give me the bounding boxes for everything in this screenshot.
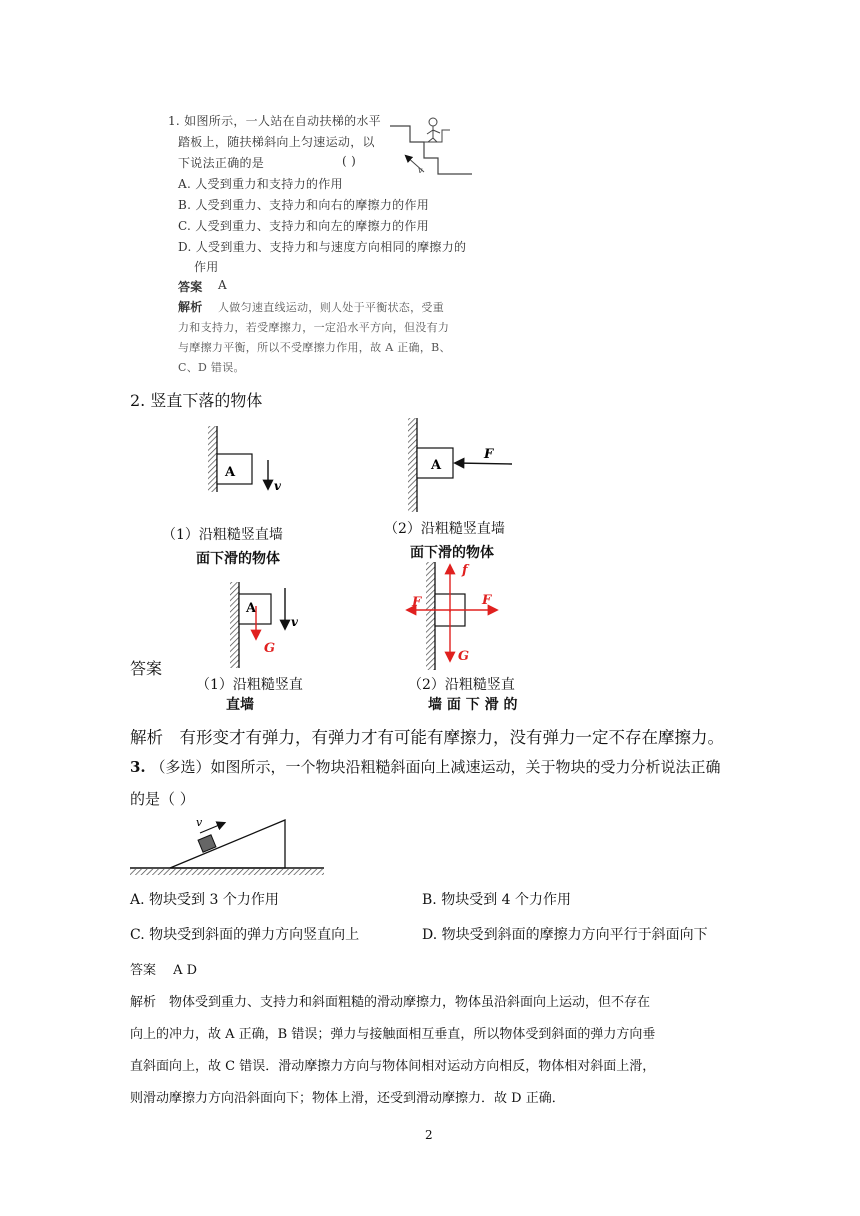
gravity-label: G <box>458 649 470 664</box>
ans2-caption: 墙 面 下 滑 的 <box>428 697 518 713</box>
escalator-figure <box>388 116 474 176</box>
velocity-label: v <box>291 615 298 629</box>
q1-stem-line: 踏板上，随扶梯斜向上匀速运动，以 <box>178 135 375 149</box>
q2-title: 2. 竖直下落的物体 <box>130 391 263 410</box>
q1-option: A. 人受到重力和支持力的作用 <box>178 177 343 191</box>
q1-option: B. 人受到重力、支持力和向右的摩擦力的作用 <box>178 198 430 212</box>
block-a-label: A <box>225 465 236 480</box>
q3-answer: 答案 A D <box>130 963 198 978</box>
q1-stem-line: 下说法正确的是 <box>178 156 265 170</box>
q1-analysis-line: 力和支持力，若受摩擦力，一定沿水平方向，但没有力 <box>178 321 450 334</box>
block-a-label: A <box>246 601 257 616</box>
incline <box>170 820 285 868</box>
q3-option-b: B. 物块受到 4 个力作用 <box>422 892 571 908</box>
fig1-caption: （1）沿粗糙竖直墙 <box>162 527 283 543</box>
fig1-caption: 面下滑的物体 <box>196 551 280 567</box>
q3-analysis-line: 直斜面向上，故 C 错误．滑动摩擦力方向与物体间相对运动方向相反，物体相对斜面上滑， <box>130 1059 656 1074</box>
q2-analysis: 解析 有形变才有弹力，有弹力才有可能有摩擦力，没有弹力一定不存在摩擦力。 <box>130 728 724 747</box>
gravity-label: G <box>264 641 276 656</box>
q3-stem-text: （多选）如图所示，一个物块沿粗糙斜面向上减速运动，关于物块的受力分析说法正确 <box>150 758 721 776</box>
friction-label: f <box>462 563 468 578</box>
q3-option-a: A. 物块受到 3 个力作用 <box>130 892 279 908</box>
q1-answer: A <box>218 278 227 292</box>
q3-stem <box>130 756 720 777</box>
page-number: 2 <box>425 1128 433 1142</box>
q3-stem-cont: 的是（ ） <box>130 790 195 808</box>
ans1-diagram <box>222 580 322 670</box>
q3-number: 3. <box>130 758 146 776</box>
velocity-label: v <box>196 816 203 829</box>
ans2-diagram <box>400 556 510 672</box>
q3-analysis-line: 向上的冲力，故 A 正确，B 错误；弹力与接触面相互垂直，所以物体受到斜面的弹力方向垂 <box>130 1027 656 1042</box>
q3-option-d: D. 物块受到斜面的摩擦力方向平行于斜面向下 <box>422 927 708 943</box>
velocity-arrow <box>200 823 224 833</box>
applied-force-label: F <box>482 593 492 608</box>
q3-analysis-line: 则滑动摩擦力方向沿斜面向下；物体上滑，还受到滑动摩擦力．故 D 正确． <box>130 1091 565 1106</box>
ans1-caption: 直墙 <box>226 697 254 713</box>
q1-analysis-line: C、D 错误。 <box>178 361 245 374</box>
escalator-v-label: v <box>418 166 423 175</box>
person-head-icon <box>429 118 437 126</box>
q1-option: C. 人受到重力、支持力和向左的摩擦力的作用 <box>178 219 429 233</box>
q1-analysis-label: 解析 <box>178 300 203 314</box>
q1-stem-line: 1. 如图所示，一人站在自动扶梯的水平 <box>168 114 381 128</box>
incline-figure <box>130 812 330 882</box>
q1-option: 作用 <box>194 260 219 274</box>
q1-analysis-line: 人做匀速直线运动，则人处于平衡状态，受重 <box>218 301 444 314</box>
fig2-caption: 面下滑的物体 <box>410 545 494 561</box>
fig1-diagram <box>200 424 300 504</box>
ans1-caption: （1）沿粗糙竖直 <box>196 677 303 693</box>
wall-hatch <box>208 426 217 492</box>
q1-answer-label: 答案 <box>178 280 203 294</box>
q1-analysis-line: 与摩擦力平衡，所以不受摩擦力作用，故 A 正确，B、 <box>178 341 451 354</box>
force-arrow <box>456 463 512 464</box>
q3-analysis-line: 解析 物体受到重力、支持力和斜面粗糙的滑动摩擦力，物体虽沿斜面向上运动，但不存在 <box>130 995 651 1010</box>
ans2-caption: （2）沿粗糙竖直 <box>408 677 515 693</box>
normal-force-label: F <box>412 595 422 610</box>
block-a-label: A <box>431 458 442 473</box>
fig2-caption: （2）沿粗糙竖直墙 <box>384 521 505 537</box>
ground-hatch <box>130 869 324 875</box>
q1-option: D. 人受到重力、支持力和与速度方向相同的摩擦力的 <box>178 240 467 254</box>
q3-option-c: C. 物块受到斜面的弹力方向竖直向上 <box>130 927 360 943</box>
force-label: F <box>484 447 494 462</box>
q1-bracket: ( ) <box>342 154 357 168</box>
fig2-diagram <box>400 416 520 516</box>
q2-answer-label: 答案 <box>130 659 163 678</box>
velocity-label: v <box>274 479 281 493</box>
